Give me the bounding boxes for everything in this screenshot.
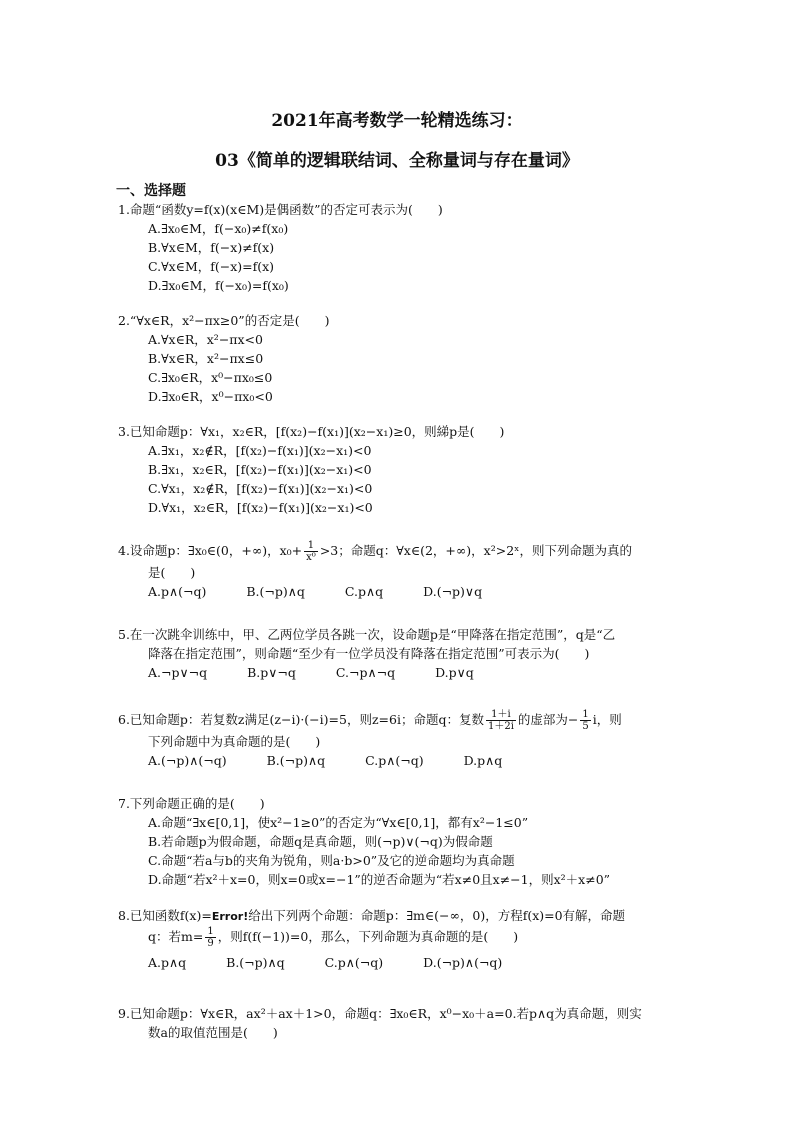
section-heading: 一、选择题 xyxy=(116,183,186,199)
question-2-stem: 2.“∀x∈R，x²−πx≥0”的否定是( ) xyxy=(118,313,330,328)
question-2 xyxy=(118,311,708,406)
question-1 xyxy=(118,200,708,295)
question-5-stem: 5.在一次跳伞训练中，甲、乙两位学员各跳一次，设命题p是“甲降落在指定范围”，q是“乙 xyxy=(118,627,616,642)
question-8-option-d: D.(¬p)∧(¬q) xyxy=(423,955,503,970)
question-7-option-a: A.命题“∃x∈[0,1]，使x²−1≥0”的否定为“∀x∈[0,1]，都有x²−1≤0” xyxy=(148,815,529,830)
question-1-stem: 1.命题“函数y=f(x)(x∈M)是偶函数”的否定可表示为( ) xyxy=(118,202,443,217)
question-8-option-b: B.(¬p)∧q xyxy=(226,955,285,970)
question-6-stem: 6.已知命题p：若复数z满足(z−i)·(−i)=5，则z=6i；命题q：复数 $\frac{1+i}{1+2i}$ 的虚部为− $\frac{1}{5}$ i，则 xyxy=(118,709,622,732)
question-3-option-c: C.∀x₁，x₂∉R，[f(x₂)−f(x₁)](x₂−x₁)<0 xyxy=(148,481,373,496)
question-8-option-c: C.p∧(¬q) xyxy=(324,955,384,970)
question-6 xyxy=(118,709,708,770)
question-6-fraction-2: $\frac{1}{5}$ xyxy=(582,709,589,732)
question-3-option-b: B.∃x₁，x₂∈R，[f(x₂)−f(x₁)](x₂−x₁)<0 xyxy=(148,462,372,477)
question-1-option-d: D.∃x₀∈M，f(−x₀)=f(x₀) xyxy=(148,278,289,293)
question-4-option-d: D.(¬p)∨q xyxy=(423,584,483,599)
question-3-option-a: A.∃x₁，x₂∉R，[f(x₂)−f(x₁)](x₂−x₁)<0 xyxy=(148,443,372,458)
question-6-options xyxy=(118,751,708,770)
question-7-option-b: B.若命题p为假命题，命题q是真命题，则(¬p)∨(¬q)为假命题 xyxy=(148,834,493,849)
question-6-option-a: A.(¬p)∧(¬q) xyxy=(148,753,227,768)
question-9 xyxy=(118,1004,708,1042)
question-5-option-b: B.p∨¬q xyxy=(247,665,296,680)
question-1-option-a: A.∃x₀∈M，f(−x₀)≠f(x₀) xyxy=(148,221,289,236)
question-7-stem: 7.下列命题正确的是( ) xyxy=(118,796,265,811)
question-2-option-d: D.∃x₀∈R，x⁰−πx₀<0 xyxy=(148,389,273,404)
question-3 xyxy=(118,422,708,517)
error-marker: Error! xyxy=(211,910,249,923)
question-4 xyxy=(118,540,708,601)
question-1-option-c: C.∀x∈M，f(−x)=f(x) xyxy=(148,259,275,274)
question-7-option-d: D.命题“若x²＋x=0，则x=0或x=−1”的逆否命题为“若x≠0且x≠−1，则x²＋x≠0” xyxy=(148,872,611,887)
question-4-fraction: $\frac{1}{\text{x⁰}}$ xyxy=(306,540,316,563)
question-8-stem-cont: q：若m= $\frac{1}{9}$ ，则f(f(−1))=0，那么，下列命题为真命题的是( ) xyxy=(148,926,519,949)
question-9-stem-cont: 数a的取值范围是( ) xyxy=(148,1025,278,1040)
question-4-options xyxy=(118,582,708,601)
question-5-stem-cont: 降落在指定范围”，则命题“至少有一位学员没有降落在指定范围”可表示为( ) xyxy=(148,646,590,661)
question-5 xyxy=(118,625,708,682)
question-7 xyxy=(118,794,708,889)
question-4-stem-cont: 是( ) xyxy=(148,565,196,580)
question-2-option-c: C.∃x₀∈R，x⁰−πx₀≤0 xyxy=(148,370,273,385)
question-6-option-b: B.(¬p)∧q xyxy=(266,753,326,768)
question-4-stem: 4.设命题p：∃x₀∈(0，+∞)，x₀+ $\frac{1}{\text{x⁰}}$ >3；命题q：∀x∈(2，+∞)，x²>2ˣ，则下列命题为真的 xyxy=(118,540,632,563)
title-line-2: 03《简单的逻辑联结词、全称量词与存在量词》 xyxy=(215,151,579,171)
title-line-1: 2021年高考数学一轮精选练习： xyxy=(271,111,523,131)
question-4-option-b: B.(¬p)∧q xyxy=(246,584,305,599)
question-5-option-c: C.¬p∧¬q xyxy=(335,665,396,680)
question-8-options xyxy=(118,953,708,972)
question-8-fraction: $\frac{1}{9}$ xyxy=(207,926,214,949)
question-5-options xyxy=(118,663,708,682)
question-3-option-d: D.∀x₁，x₂∈R，[f(x₂)−f(x₁)](x₂−x₁)<0 xyxy=(148,500,373,515)
question-5-option-a: A.¬p∨¬q xyxy=(148,665,208,680)
question-2-option-a: A.∀x∈R，x²−πx<0 xyxy=(148,332,263,347)
question-8-stem: 8.已知函数f(x)=Error!给出下列两个命题：命题p：∃m∈(−∞，0)，方程f(x)=0有解，命题 xyxy=(118,908,626,923)
question-1-option-b: B.∀x∈M，f(−x)≠f(x) xyxy=(148,240,275,255)
question-8 xyxy=(118,906,708,972)
question-6-stem-cont: 下列命题中为真命题的是( ) xyxy=(148,734,321,749)
question-7-option-c: C.命题“若a与b的夹角为锐角，则a·b>0”及它的逆命题均为真命题 xyxy=(148,853,515,868)
question-9-stem: 9.已知命题p：∀x∈R，ax²＋ax＋1>0，命题q：∃x₀∈R，x⁰−x₀＋a=0.若p∧q为真命题，则实 xyxy=(118,1006,642,1021)
question-5-option-d: D.p∨q xyxy=(435,665,474,680)
question-2-option-b: B.∀x∈R，x²−πx≤0 xyxy=(148,351,264,366)
question-3-stem: 3.已知命题p：∀x₁，x₂∈R，[f(x₂)−f(x₁)](x₂−x₁)≥0，则綈p是( ) xyxy=(118,424,505,439)
question-6-option-d: D.p∧q xyxy=(463,753,503,768)
question-6-fraction-1: $\frac{1+i}{1+2i}$ xyxy=(487,709,514,732)
question-6-option-c: C.p∧(¬q) xyxy=(365,753,424,768)
question-4-option-c: C.p∧q xyxy=(344,584,384,599)
question-8-option-a: A.p∧q xyxy=(148,955,187,970)
question-4-option-a: A.p∧(¬q) xyxy=(148,584,207,599)
